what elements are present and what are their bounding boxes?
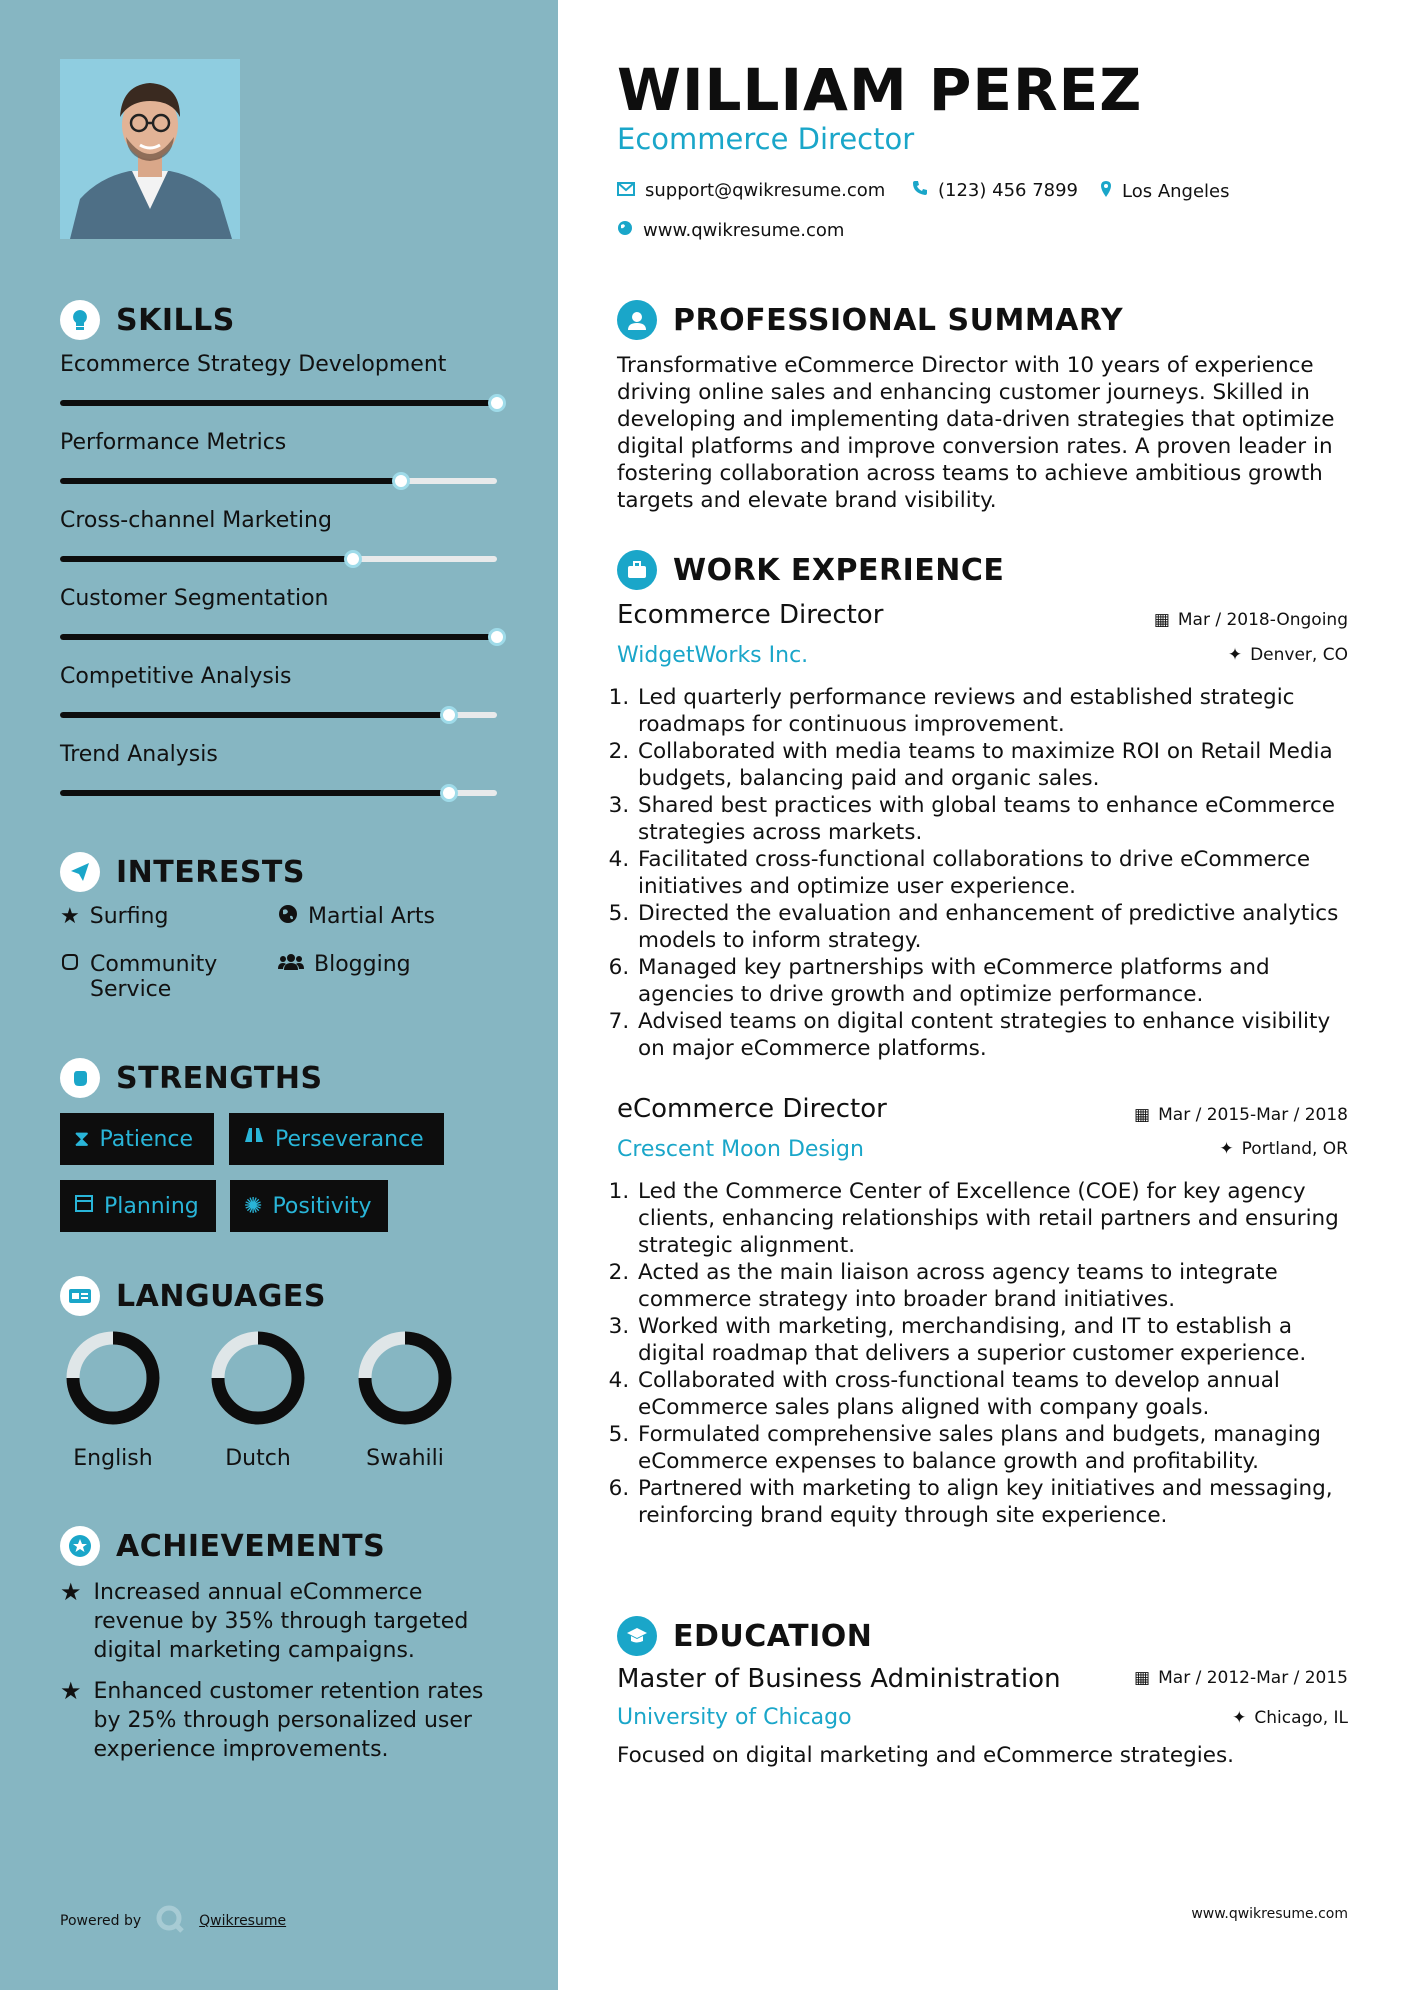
education-degree: Master of Business Administration	[617, 1664, 1061, 1694]
globe-icon	[617, 220, 633, 241]
contact-phone: (123) 456 7899	[912, 180, 1078, 201]
users-icon	[278, 952, 304, 978]
strength-tag: Perseverance	[229, 1113, 444, 1165]
language-label: Dutch	[225, 1446, 291, 1471]
strength-tag: Planning	[60, 1180, 216, 1232]
id-card-icon	[60, 1276, 100, 1316]
duty-item: 1. Led the Commerce Center of Excellence (COE) for key agency clients, enhancing relationships with retail partners and ensuring strategic alignment.	[636, 1178, 1360, 1259]
interest-item: Community Service	[60, 952, 260, 1002]
skill-bar	[60, 712, 497, 718]
skill-bar-fill	[60, 790, 449, 796]
duty-item: 5. Formulated comprehensive sales plans and budgets, managing eCommerce expenses to balance growth and profitability.	[636, 1421, 1360, 1475]
briefcase-icon	[617, 550, 657, 590]
fist-icon	[60, 1058, 100, 1098]
profile-photo	[60, 59, 240, 239]
strength-tag: ⧗ Patience	[60, 1113, 214, 1165]
strengths-heading: STRENGTHS	[60, 1058, 323, 1098]
duty-item: 2. Collaborated with media teams to maximize ROI on Retail Media budgets, balancing paid and organic sales.	[636, 738, 1360, 792]
skill-bar-fill	[60, 712, 449, 718]
skill-bar-fill	[60, 556, 353, 562]
candidate-name: WILLIAM PEREZ	[617, 56, 1143, 124]
trophy-star-icon: ★	[60, 1578, 82, 1606]
duty-item: 4. Collaborated with cross-functional teams to develop annual eCommerce sales plans aligned with company goals.	[636, 1367, 1360, 1421]
job-dates: ▦ Mar / 2015-Mar / 2018	[1134, 1105, 1348, 1125]
email-link[interactable]: support@qwikresume.com	[645, 180, 886, 201]
skill-label: Performance Metrics	[60, 430, 287, 455]
job-location: ✦ Denver, CO	[1227, 645, 1348, 665]
duty-item: 6. Partnered with marketing to align key initiatives and messaging, reinforcing brand equity through site experience.	[636, 1475, 1360, 1529]
contact-email	[617, 180, 885, 201]
skill-bar-knob	[440, 784, 458, 802]
achievement-item: ★ Increased annual eCommerce revenue by 35% through targeted digital marketing campaigns.	[60, 1578, 469, 1663]
job-title: eCommerce Director	[617, 1094, 887, 1124]
skill-bar-fill	[60, 478, 401, 484]
lightbulb-icon	[60, 300, 100, 340]
skill-bar	[60, 478, 497, 484]
user-icon	[617, 300, 657, 340]
skill-bar-knob	[344, 550, 362, 568]
job-title: Ecommerce Director	[617, 600, 884, 630]
strength-tag: ✺ Positivity	[230, 1180, 388, 1232]
qwikresume-logo-icon	[155, 1904, 185, 1938]
skill-bar-knob	[488, 394, 506, 412]
calendar-icon: ▦	[1134, 1105, 1151, 1125]
powered-by: Powered by Qwikresume	[60, 1904, 286, 1938]
job-company: WidgetWorks Inc.	[617, 643, 809, 668]
pin-icon: ✦	[1232, 1708, 1247, 1728]
achievement-item: ★ Enhanced customer retention rates by 25% through personalized user experience improvements.	[60, 1677, 484, 1762]
globe-icon	[278, 904, 298, 930]
calendar-icon: ▦	[1153, 610, 1170, 630]
duty-item: 4. Facilitated cross-functional collaborations to drive eCommerce initiatives and optimize user experience.	[636, 846, 1360, 900]
skill-bar-knob	[392, 472, 410, 490]
binoculars-icon	[243, 1126, 265, 1152]
graduation-icon	[617, 1616, 657, 1656]
languages-heading: LANGUAGES	[60, 1276, 326, 1316]
skills-heading: SKILLS	[60, 300, 235, 340]
skill-bar	[60, 634, 497, 640]
duty-item: 7. Advised teams on digital content strategies to enhance visibility on major eCommerce platforms.	[636, 1008, 1360, 1062]
website-link[interactable]: www.qwikresume.com	[643, 220, 845, 241]
calendar-icon: ▦	[1134, 1668, 1151, 1688]
job-duties	[590, 1178, 1360, 1529]
pin-icon: ✦	[1219, 1139, 1234, 1159]
interest-item: Martial Arts	[278, 904, 435, 930]
hand-icon	[60, 952, 80, 978]
map-pin-icon	[1100, 180, 1112, 203]
hourglass-icon: ⧗	[74, 1126, 90, 1152]
education-heading: EDUCATION	[617, 1616, 872, 1656]
trophy-star-icon: ★	[60, 1677, 82, 1705]
contact-location: Los Angeles	[1100, 180, 1230, 203]
qwikresume-link[interactable]: Qwikresume	[199, 1913, 287, 1929]
education-description: Focused on digital marketing and eCommerce strategies.	[617, 1743, 1234, 1768]
education-school: University of Chicago	[617, 1705, 852, 1730]
candidate-title: Ecommerce Director	[617, 122, 915, 156]
skill-bar-fill	[60, 634, 497, 640]
interest-item: ★ Surfing	[60, 904, 169, 929]
education-dates: ▦ Mar / 2012-Mar / 2015	[1134, 1668, 1348, 1688]
duty-item: 3. Worked with marketing, merchandising, and IT to establish a digital roadmap that delivers a superior customer experience.	[636, 1313, 1360, 1367]
language-label: Swahili	[366, 1446, 444, 1471]
star-icon: ★	[60, 904, 80, 929]
contact-website	[617, 220, 844, 241]
phone-icon	[912, 180, 928, 201]
skill-bar	[60, 556, 497, 562]
skill-label: Customer Segmentation	[60, 586, 329, 611]
job-dates: ▦ Mar / 2018-Ongoing	[1153, 610, 1348, 630]
calendar-icon	[74, 1193, 94, 1219]
duty-item: 1. Led quarterly performance reviews and established strategic roadmaps for continuous improvement.	[636, 684, 1360, 738]
interest-item: Blogging	[278, 952, 411, 978]
skill-label: Competitive Analysis	[60, 664, 292, 689]
skill-label: Cross-channel Marketing	[60, 508, 332, 533]
language-label: English	[73, 1446, 153, 1471]
duty-item: 3. Shared best practices with global teams to enhance eCommerce strategies across markets.	[636, 792, 1360, 846]
duty-item: 5. Directed the evaluation and enhancement of predictive analytics models to inform strategy.	[636, 900, 1360, 954]
sun-icon: ✺	[244, 1193, 263, 1219]
paper-plane-icon	[60, 852, 100, 892]
job-duties	[590, 684, 1360, 1062]
achievements-heading: ACHIEVEMENTS	[60, 1526, 385, 1566]
duty-item: 2. Acted as the main liaison across agency teams to integrate commerce strategy into broader brand initiatives.	[636, 1259, 1360, 1313]
work-heading: WORK EXPERIENCE	[617, 550, 1004, 590]
interests-heading: INTERESTS	[60, 852, 305, 892]
skill-label: Trend Analysis	[60, 742, 218, 767]
skill-bar-knob	[440, 706, 458, 724]
duty-item: 6. Managed key partnerships with eCommerce platforms and agencies to drive growth and optimize performance.	[636, 954, 1360, 1008]
skill-bar-fill	[60, 400, 497, 406]
skill-label: Ecommerce Strategy Development	[60, 352, 447, 377]
skill-bar	[60, 790, 497, 796]
skill-bar	[60, 400, 497, 406]
language-rings	[60, 1330, 500, 1430]
footer-website[interactable]: www.qwikresume.com	[1191, 1906, 1348, 1922]
summary-text: Transformative eCommerce Director with 10 years of experience driving online sales and enhancing customer journeys. Skilled in developing and implementing data-driven strategies that optimize digital platforms and improve conversion rates. A proven leader in fostering collaboration across teams to achieve ambitious growth targets and elevate brand visibility.	[617, 353, 1335, 513]
pin-icon: ✦	[1227, 645, 1243, 665]
summary-heading: PROFESSIONAL SUMMARY	[617, 300, 1123, 340]
job-company: Crescent Moon Design	[617, 1137, 864, 1162]
star-badge-icon	[60, 1526, 100, 1566]
job-location: ✦ Portland, OR	[1219, 1139, 1348, 1159]
skill-bar-knob	[488, 628, 506, 646]
education-location: ✦ Chicago, IL	[1232, 1708, 1348, 1728]
envelope-icon	[617, 180, 635, 201]
